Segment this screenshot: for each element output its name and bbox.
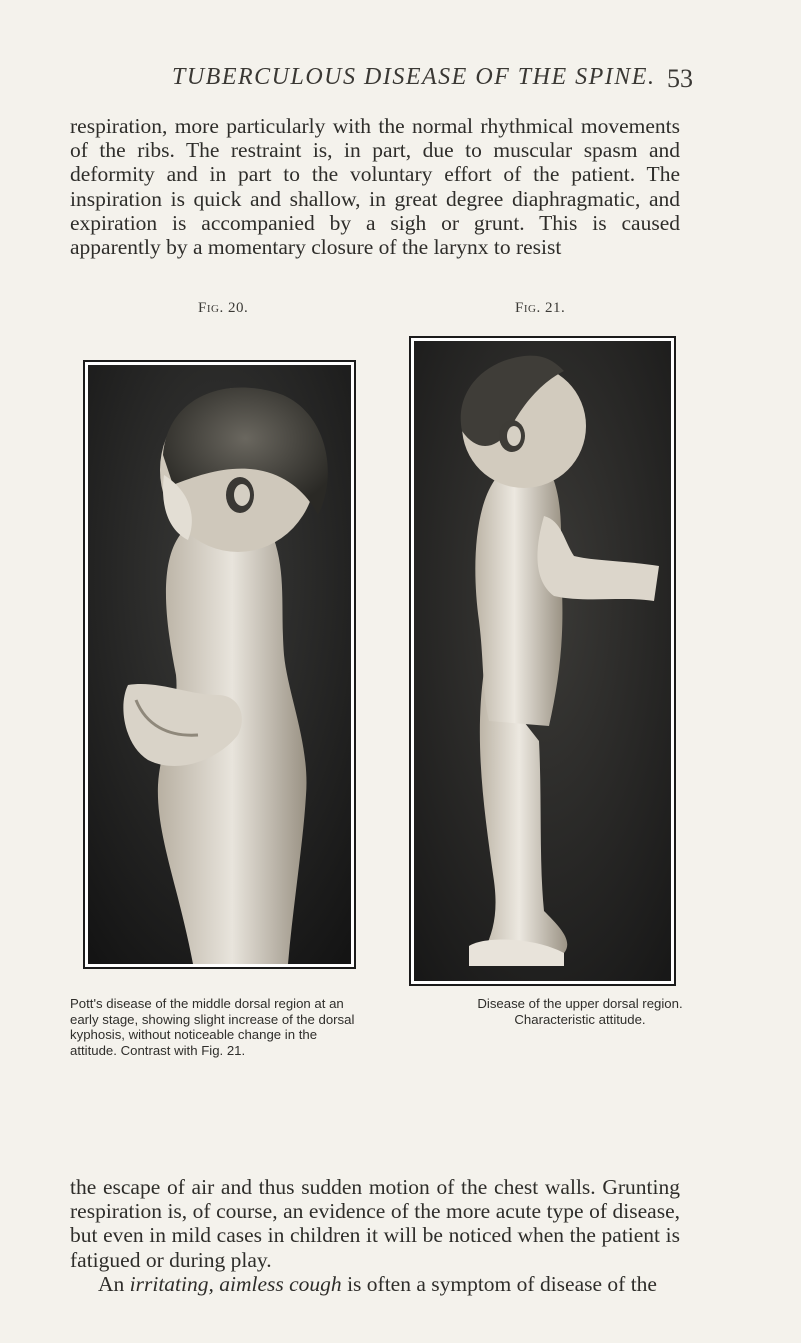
figure-20-photo-image bbox=[88, 365, 351, 964]
figure-20-label: Fig. 20. bbox=[198, 300, 249, 316]
running-head bbox=[0, 64, 801, 96]
paragraph-bottom bbox=[70, 1175, 680, 1296]
figure-21-caption: Disease of the upper dorsal region. Characteristic attitude. bbox=[477, 996, 683, 1027]
paragraph-top: respiration, more particularly with the normal rhythmical movements of the ribs. The restraint is, in part, due to muscular spasm and deformity and in part to the voluntary effort of the patient. The inspiration is quick and shallow, in great degree diaphragmatic, and expiration is accompanied by a sigh or grunt. This is caused apparently by a momentary closure of the larynx to resist bbox=[70, 114, 680, 260]
paragraph-last-after: is often a symptom of disease of the bbox=[341, 1271, 657, 1296]
paragraph-last-before: An bbox=[98, 1271, 130, 1296]
figure-21-label: Fig. 21. bbox=[515, 300, 566, 316]
paragraph-bottom-text: the escape of air and thus sudden motion of the chest walls. Grunting respiration is, of course, an evidence of the more acute type of disease, but even in mild cases in children it will be noticed when the patient is fatigued or during play. bbox=[70, 1175, 680, 1272]
running-head-title: TUBERCULOUS DISEASE OF THE SPINE. bbox=[172, 64, 656, 90]
figure-21-photo-image bbox=[414, 341, 671, 981]
page-number: 53 bbox=[667, 64, 693, 93]
paragraph-last-emphasis: irritating, aimless cough bbox=[129, 1271, 342, 1296]
figure-21-photo bbox=[409, 336, 676, 986]
figure-20-photo bbox=[83, 360, 356, 969]
figure-20-caption: Pott's disease of the middle dorsal region at an early stage, showing slight increase of the dorsal kyphosis, without noticeable change in the attitude. Contrast with Fig. 21. bbox=[70, 996, 355, 1058]
paragraph-last-line bbox=[70, 1272, 680, 1296]
